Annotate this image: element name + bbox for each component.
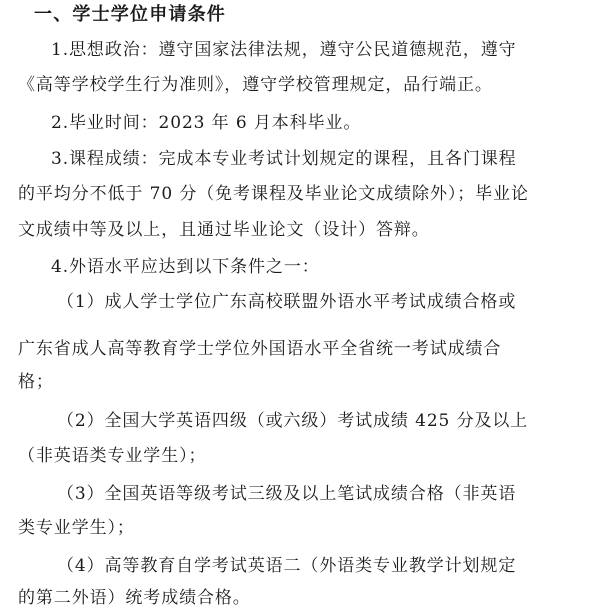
paragraph-line: （非英语类专业学生）；: [18, 446, 207, 466]
paragraph-line: 1.思想政治：遵守国家法律法规，遵守公民道德规范，遵守: [51, 40, 517, 60]
paragraph-line: 广东省成人高等教育学士学位外国语水平全省统一考试成绩合: [18, 339, 502, 359]
paragraph-line: 格；: [18, 372, 54, 392]
paragraph-line: 的平均分不低于 70 分（免考课程及毕业论文成绩除外）；毕业论: [18, 184, 529, 204]
paragraph-line: 的第二外语）统考成绩合格。: [18, 588, 251, 608]
paragraph-line: 文成绩中等及以上，且通过毕业论文（设计）答辩。: [18, 220, 430, 240]
paragraph-line: （1）成人学士学位广东高校联盟外语水平考试成绩合格或: [57, 292, 517, 312]
paragraph-line: 类专业学生）；: [18, 518, 135, 538]
paragraph-line: 2.毕业时间：2023 年 6 月本科毕业。: [51, 113, 362, 133]
section-heading: 一、学士学位申请条件: [34, 4, 226, 25]
paragraph-line: 3.课程成绩：完成本专业考试计划规定的课程，且各门课程: [51, 149, 517, 169]
paragraph-line: 《高等学校学生行为准则》，遵守学校管理规定，品行端正。: [18, 75, 493, 95]
paragraph-line: 4.外语水平应达到以下条件之一：: [51, 257, 320, 277]
paragraph-line: （3）全国英语等级考试三级及以上笔试成绩合格（非英语: [57, 484, 517, 504]
paragraph-line: （4）高等教育自学考试英语二（外语类专业教学计划规定: [57, 556, 517, 576]
paragraph-line: （2）全国大学英语四级（或六级）考试成绩 425 分及以上: [57, 411, 529, 431]
